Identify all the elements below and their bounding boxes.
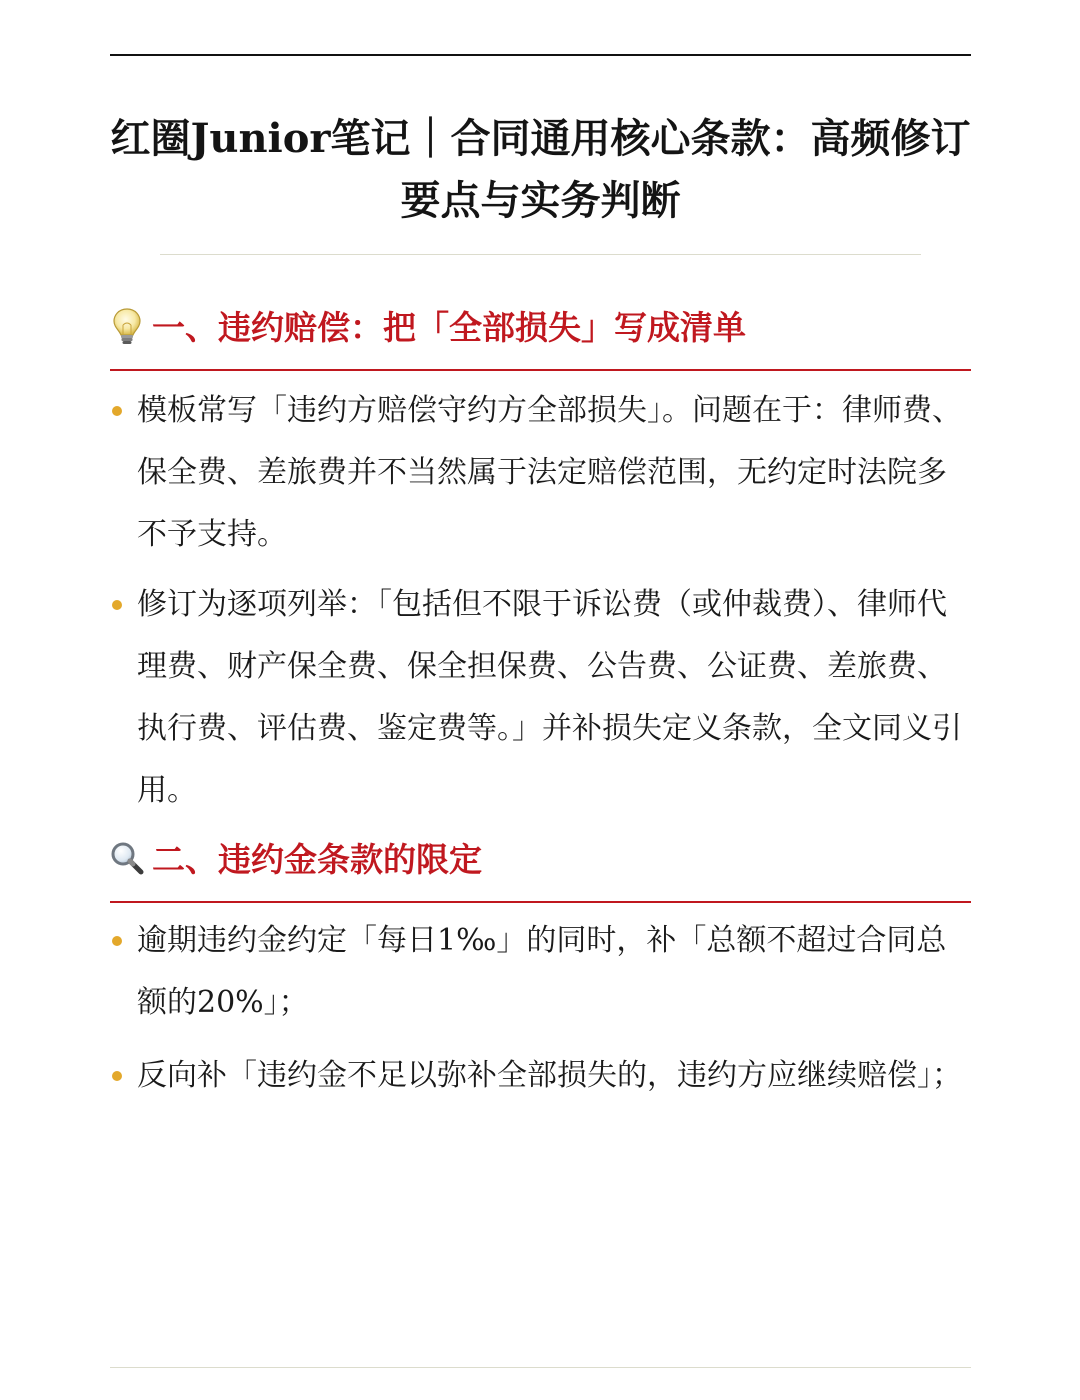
article-title-line-1: 红圈Junior笔记｜合同通用核心条款：高频修订 [110, 115, 971, 162]
article-title-line-2: 要点与实务判断 [400, 177, 681, 224]
section-title-2: 二、违约金条款的限定 [152, 840, 482, 879]
magnifier-icon [110, 839, 144, 879]
bullet-dot-icon [112, 600, 122, 610]
section-header-1 [110, 303, 971, 353]
list-item-text: 模板常写「违约方赔偿守约方全部损失」。问题在于：律师费、保全费、差旅费并不当然属于法定赔偿范围，无约定时法院多不予支持。 [137, 393, 962, 552]
title-divider [160, 254, 921, 255]
list-item-text: 修订为逐项列举：「包括但不限于诉讼费（或仲裁费）、律师代理费、财产保全费、保全担保费、公告费、公证费、差旅费、执行费、评估费、鉴定费等。」并补损失定义条款，全文同义引用。 [137, 587, 962, 808]
footer-divider [110, 1367, 971, 1368]
top-divider [110, 54, 971, 56]
article-title [110, 108, 971, 232]
section-title-1: 一、违约赔偿：把「全部损失」写成清单 [152, 308, 746, 347]
bullet-dot-icon [112, 1071, 122, 1081]
lightbulb-icon [110, 307, 144, 347]
section-divider-1 [110, 369, 971, 371]
section-divider-2 [110, 901, 971, 903]
article-page [110, 0, 971, 1400]
section-header-2 [110, 835, 971, 885]
list-item-text: 逾期违约金约定「每日1‰」的同时，补「总额不超过合同总额的20%」； [137, 923, 947, 1020]
bullet-dot-icon [112, 406, 122, 416]
bullet-dot-icon [112, 936, 122, 946]
list-item-text: 反向补「违约金不足以弥补全部损失的，违约方应继续赔偿」； [137, 1058, 962, 1093]
